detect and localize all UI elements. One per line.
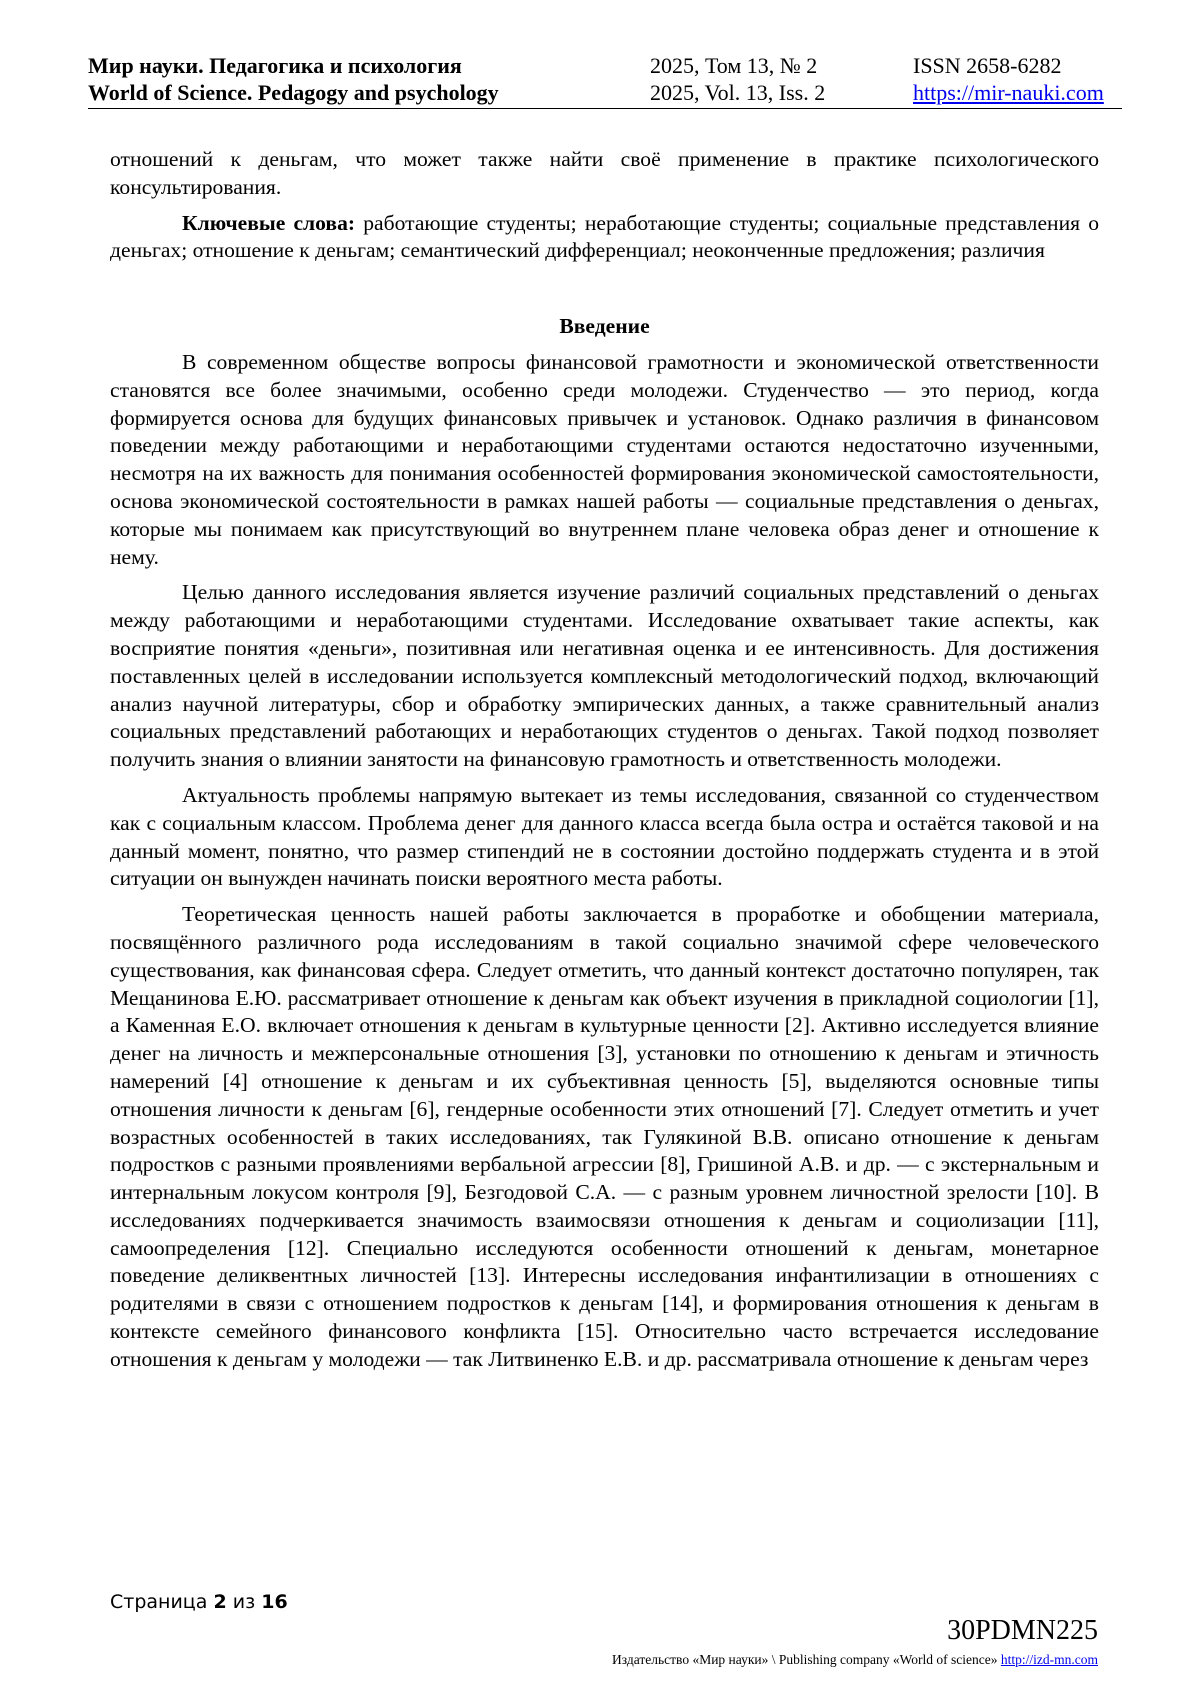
publisher-text: Издательство «Мир науки» \ Publishing company «World of science» xyxy=(612,1652,998,1667)
keywords-text: работающие студенты; неработающие студенты; социальные представления о деньгах; отношение к деньгам; семантический дифференциал; неоконченные предложения; различия xyxy=(110,210,1100,263)
keywords-label: Ключевые слова: xyxy=(182,210,356,235)
publisher-line xyxy=(612,1652,1098,1668)
page-header xyxy=(88,52,1122,109)
journal-title-block xyxy=(88,52,499,106)
paragraph-4: Теоретическая ценность нашей работы заключается в проработке и обобщении материала, посвящённого различного рода исследованиям в такой социально значимой сфере человеческого существования, как финансовая сфера. Следует отметить, что данный контекст достаточно популярен, так Мещанинова Е.Ю. рассматривает отношение к деньгам как объект изучения в прикладной социологии [1], а Каменная Е.О. включает отношения к деньгам в культурные ценности [2]. Активно исследуется влияние денег на личность и межперсональные отношения [3], установки по отношению к деньгам и этичность намерений [4] отношение к деньгам и их субъективная ценность [5], выделяются основные типы отношения личности к деньгам [6], гендерные особенности этих отношений [7]. Следует отметить и учет возрастных особенностей в таких исследованиях, так Гулякиной В.В. описано отношение к деньгам подростков с разными проявлениями вербальной агрессии [8], Гришиной А.В. и др. — с экстернальным и интернальным локусом контроля [9], Безгодовой С.А. — с разным уровнем личностной зрелости [10]. В исследованиях подчеркивается значимость взаимосвязи отношения к деньгам и социолизации [11], самоопределения [12]. Специально исследуются особенности отношений к деньгам, монетарное поведение деликвентных личностей [13]. Интересны исследования инфантилизации в отношениях с родителями в связи с отношением подростков к деньгам [14], и формирования отношения к деньгам в контексте семейного финансового конфликта [15]. Относительно часто встречается исследование отношения к деньгам у молодежи — так Литвиненко Е.В. и др. рассматривала отношение к деньгам через xyxy=(110,902,1099,1371)
article-code: 30PDMN225 xyxy=(947,1615,1098,1646)
issue-ru: 2025, Том 13, № 2 xyxy=(650,53,818,78)
paragraph-3: Актуальность проблемы напрямую вытекает из темы исследования, связанной со студенчеством как с социальным классом. Проблема денег для данного класса всегда была остра и остаётся таковой и на данный момент, понятно, что размер стипендий не в состоянии достойно поддержать студента и в этой ситуации он вынужден начинать поиски вероятного места работы. xyxy=(110,782,1099,891)
keywords-paragraph xyxy=(110,210,1099,266)
paragraph-2: Целью данного исследования является изучение различий социальных представлений о деньгах между работающими и неработающими студентами. Исследование охватывает такие аспекты, как восприятие понятия «деньги», позитивная или негативная оценка и ее интенсивность. Для достижения поставленных целей в исследовании используется комплексный методологический подход, включающий анализ научной литературы, сбор и обработку эмпирических данных, а также сравнительный анализ социальных представлений работающих и неработающих студентов о деньгах. Такой подход позволяет получить знания о влиянии занятости на финансовую грамотность и ответственность молодежи. xyxy=(110,580,1099,772)
issue-en: 2025, Vol. 13, Iss. 2 xyxy=(650,80,826,105)
abstract-tail: отношений к деньгам, что может также найти своё применение в практике психологического консультирования. xyxy=(110,147,1099,199)
issn-block xyxy=(913,52,1104,106)
of-label: из xyxy=(232,1591,256,1613)
section-heading: Введение xyxy=(559,314,650,339)
paragraph-1: В современном обществе вопросы финансовой грамотности и экономической ответственности становятся все более значимыми, особенно среди молодежи. Студенчество — это период, когда формируется основа для будущих финансовых привычек и установок. Однако различия в финансовом поведении между работающими и неработающими студентами остаются недостаточно изученными, несмотря на их важность для понимания особенностей формирования экономической самостоятельности, основа экономической состоятельности в рамках нашей работы — социальные представления о деньгах, которые мы понимаем как присутствующий во внутреннем плане человека образ денег и отношение к нему. xyxy=(110,349,1099,569)
journal-url-link[interactable]: https://mir-nauki.com xyxy=(913,80,1104,105)
page-total: 16 xyxy=(261,1591,288,1613)
article-body xyxy=(110,146,1099,1382)
journal-title-en: World of Science. Pedagogy and psychology xyxy=(88,80,499,105)
issn: ISSN 2658-6282 xyxy=(913,53,1062,78)
journal-title-ru: Мир науки. Педагогика и психология xyxy=(88,53,462,78)
page-label: Страница xyxy=(110,1591,208,1613)
issue-block xyxy=(650,52,825,106)
page-number: 2 xyxy=(213,1591,227,1613)
page-counter xyxy=(110,1591,288,1613)
publisher-url-link[interactable]: http://izd-mn.com xyxy=(1000,1652,1098,1667)
